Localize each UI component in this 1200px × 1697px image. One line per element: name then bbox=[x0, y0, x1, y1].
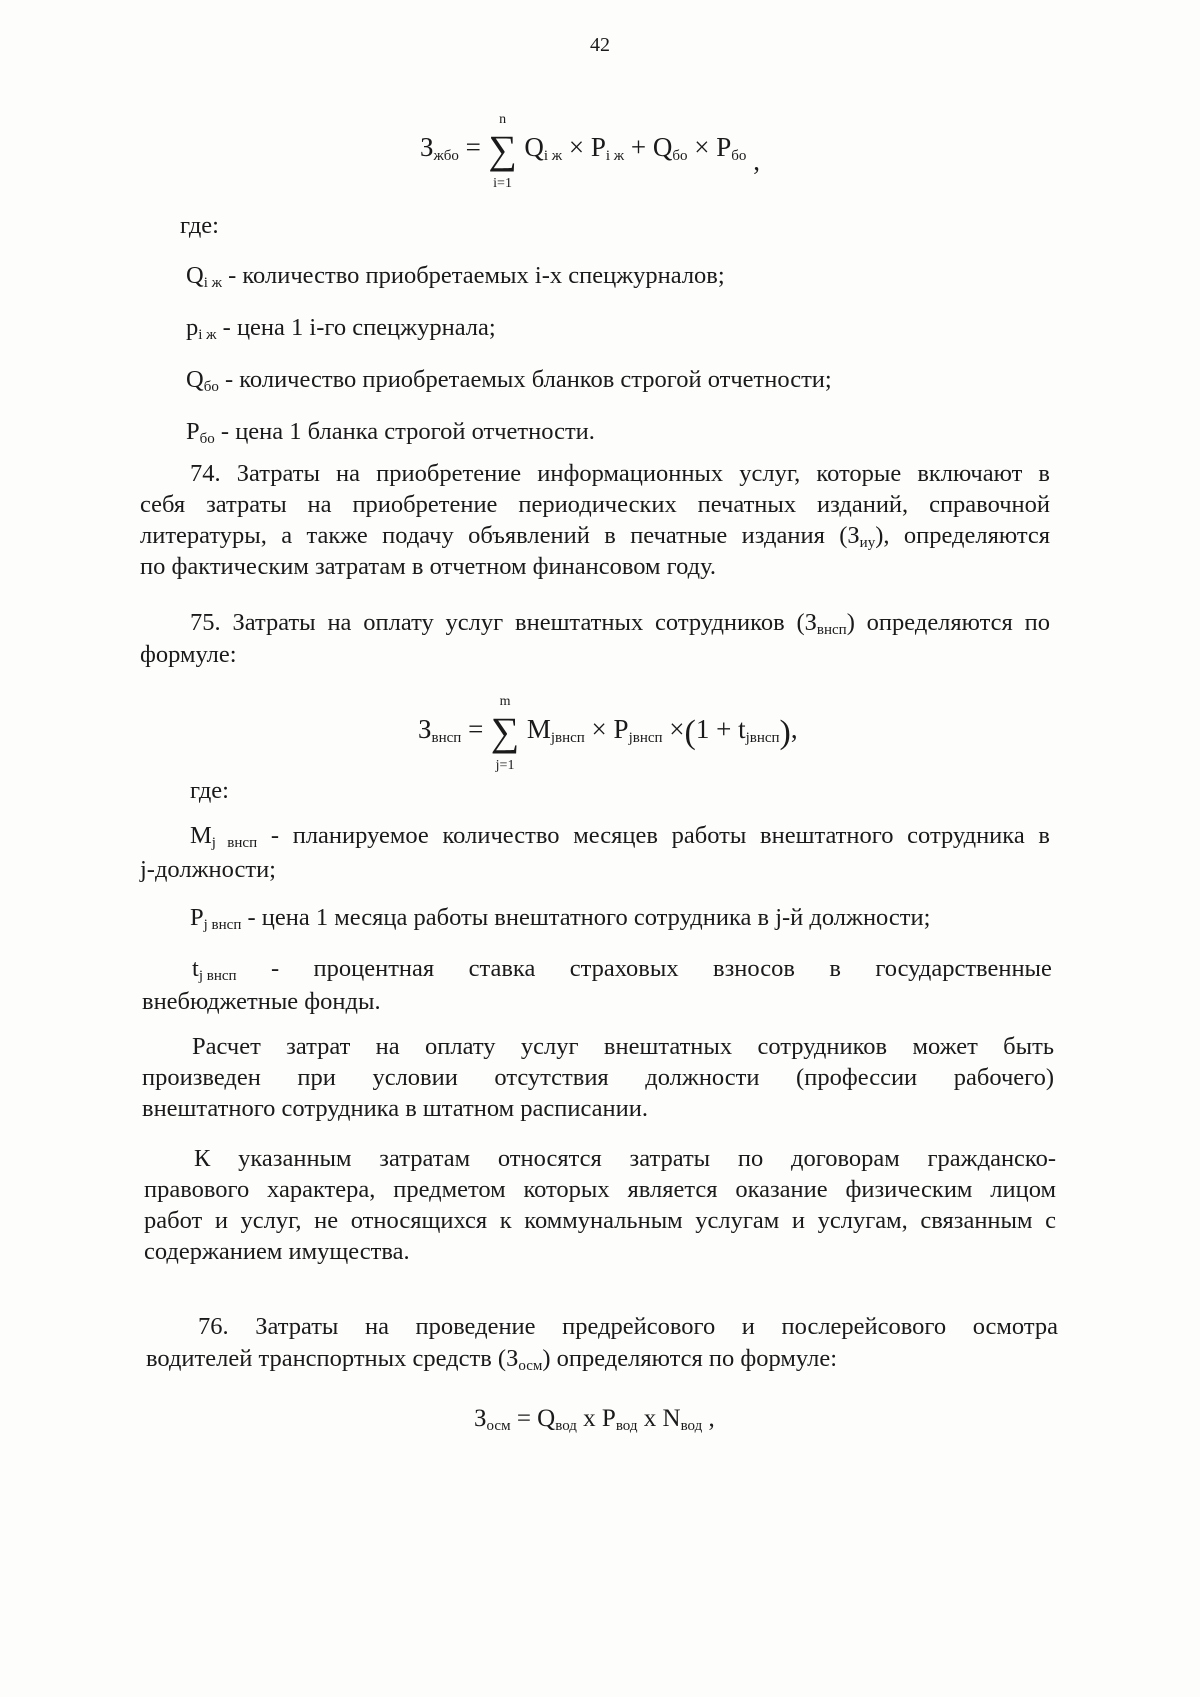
formula-eq: = bbox=[465, 132, 481, 163]
sum-lower-limit: j=1 bbox=[495, 758, 515, 773]
sum-symbol: n ∑ i=1 bbox=[488, 112, 517, 191]
document-page: 42 Зжбо = n ∑ i=1 Qi ж × Pi ж + Qбо × Pбо , где: Qi ж - количество приобретаемых i-х спецжурналов; pi ж - цена 1 i-го спецжурнала; Qбо - количество приобретаемых бланков строгой отчетности; Pбо - цена 1 бланка строгой отчетности. 74. Затраты на приобретение информационных услуг, которые включают в себя затраты на приобретение периодических печатных изданий, справочной литературы, а также подачу объявлений в печатные издания (Зиу), определяются по фактическим затратам в отчетном финансовом году. 75. Затраты на оплату услуг внештатных сотрудников (Звнсп) определяются по формуле: Звнсп = m ∑ j=1 Mjвнсп × Pjвнсп ×(1 + tjвнсп), где: Mj внсп - планируемое количество месяцев работы внештатного сотрудника в j-должности; Pj внсп - цена 1 месяца работы внештатного сотрудника в j-й должности; tj внсп - процентная ставка страховых взносов в государственные внебюджетные фонды. Расчет затрат на оплату услуг внештатных сотрудников может быть произведен при условии отсутствия должности (профессии рабочего) внештатного сотрудника в штатном расписании. К указанным затратам относятся затраты по договорам гражданско- правового характера, предметом которых является оказание физическим лицом работ и услуг, не относящихся к коммунальным услугам и услугам, связанным с содержанием имущества. 76. Затраты на проведение предрейсового и послерейсового осмотра водителей транспортных средств (Зосм) определяются по формуле: Зосм = Qвод x Pвод x Nвод , bbox=[0, 0, 1200, 1697]
sum-upper-limit: n bbox=[499, 112, 507, 127]
formula-medical-check: Зосм = Qвод x Pвод x Nвод , bbox=[474, 1405, 715, 1434]
page-number: 42 bbox=[590, 34, 610, 56]
definition-q-journal: Qi ж - количество приобретаемых i-х спецжурналов; bbox=[186, 262, 725, 291]
definition-p-journal: pi ж - цена 1 i-го спецжурнала; bbox=[186, 314, 496, 343]
definition-q-forms: Qбо - количество приобретаемых бланков строгой отчетности; bbox=[186, 366, 832, 395]
sum-lower-limit: i=1 bbox=[493, 176, 512, 191]
sum-symbol: m ∑ j=1 bbox=[490, 694, 520, 773]
formula-freelancers: Звнсп = m ∑ j=1 Mjвнсп × Pjвнсп ×(1 + tjвнсп), bbox=[418, 694, 798, 773]
formula-journals: Зжбо = n ∑ i=1 Qi ж × Pi ж + Qбо × Pбо , bbox=[420, 112, 760, 191]
formula-lhs: Звнсп bbox=[418, 714, 462, 747]
where-label: где: bbox=[180, 212, 219, 239]
where-label-2: где: bbox=[190, 777, 229, 804]
definition-p-freelance: Pj внсп - цена 1 месяца работы внештатного сотрудника в j-й должности; bbox=[190, 904, 931, 933]
definition-p-forms: Pбо - цена 1 бланка строгой отчетности. bbox=[186, 418, 595, 447]
formula-lhs: Зжбо bbox=[420, 132, 459, 165]
sum-upper-limit: m bbox=[499, 694, 511, 709]
